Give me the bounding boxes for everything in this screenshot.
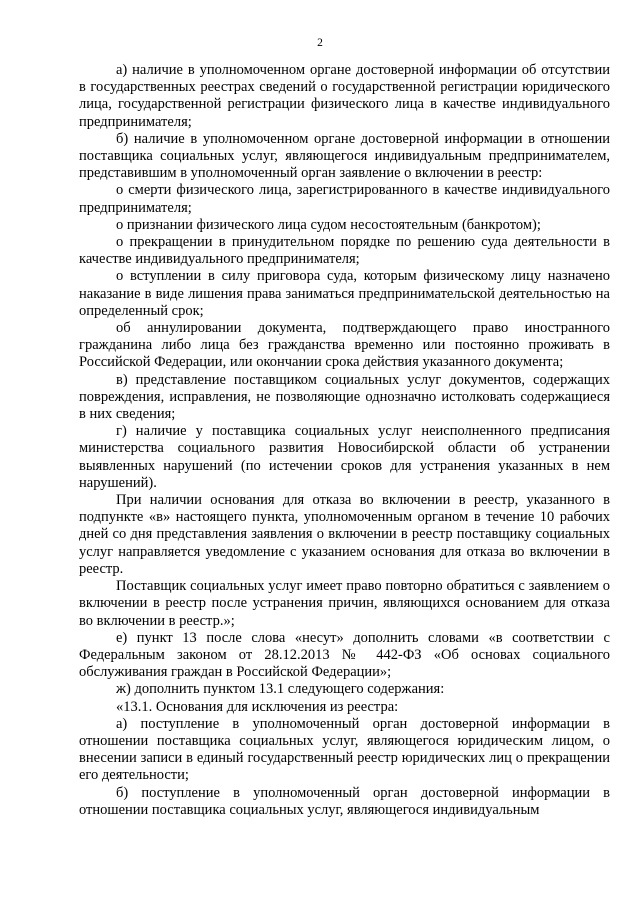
paragraph-b-entrepreneur-continued: б) поступление в уполномоченный орган достоверной информации в отношении поставщика социальных услуг, являющегося индивидуальным	[79, 784, 610, 818]
paragraph-refusal-notice: При наличии основания для отказа во включении в реестр, указанного в подпункте «в» настоящего пункта, уполномоченным органом в течение 10 рабочих дней со дня представления заявления о включении в реестр поставщику социальных услуг направляется уведомление с указанием основания для отказа во включении в реестр.	[79, 492, 610, 577]
document-body	[79, 62, 610, 819]
paragraph-a-legal-entity-termination: а) поступление в уполномоченный орган достоверной информации в отношении поставщика социальных услуг, являющегося юридическим лицом, о внесении записи в единый государственный реестр юридических лиц о прекращении его деятельности;	[79, 715, 610, 784]
paragraph-forced-termination: о прекращении в принудительном порядке по решению суда деятельности в качестве индивидуального предпринимателя;	[79, 234, 610, 268]
paragraph-e-amend-clause-13: е) пункт 13 после слова «несут» дополнить словами «в соответствии с Федеральным законом от 28.12.2013 № 442-ФЗ «Об основах социального обслуживания граждан в Российской Федерации»;	[79, 629, 610, 681]
paragraph-zh-add-clause-13-1: ж) дополнить пунктом 13.1 следующего содержания:	[116, 681, 445, 698]
paragraph-death: о смерти физического лица, зарегистрированного в качестве индивидуального предпринимателя;	[79, 182, 610, 216]
paragraph-reapply-right: Поставщик социальных услуг имеет право повторно обратиться с заявлением о включении в реестр после устранения причин, являющихся основанием для отказа во включении в реестр.»;	[79, 578, 610, 629]
paragraph-bankruptcy: о признании физического лица судом несостоятельным (банкротом);	[116, 216, 541, 233]
paragraph-a-no-registration-info: а) наличие в уполномоченном органе достоверной информации об отсутствии в государственных реестрах сведений о государственной регистрации юридического лица, государственной регистрации физического лица в качестве индивидуального предпринимателя;	[79, 62, 610, 130]
paragraph-residence-permit: об аннулировании документа, подтверждающего право иностранного гражданина либо лица без гражданства временно или постоянно проживать в Российской Федерации, или окончании срока действия указанного документа;	[79, 320, 610, 371]
paragraph-clause-13-1-heading: «13.1. Основания для исключения из реестра:	[116, 698, 399, 715]
paragraph-v-damaged-documents: в) представление поставщиком социальных услуг документов, содержащих повреждения, исправления, не позволяющие однозначно истолковать содержащиеся в них сведения;	[79, 371, 610, 423]
paragraph-g-unfulfilled-order: г) наличие у поставщика социальных услуг неисполненного предписания министерства социального развития Новосибирской области об устранении выявленных нарушений (по истечении сроков для устранения указанных в нем нарушений).	[79, 423, 610, 491]
page-number: 2	[317, 37, 323, 49]
paragraph-court-sentence: о вступлении в силу приговора суда, которым физическому лицу назначено наказание в виде лишения права заниматься предпринимательской деятельностью на определенный срок;	[79, 268, 610, 319]
paragraph-b-entrepreneur-info: б) наличие в уполномоченном органе достоверной информации в отношении поставщика социальных услуг, являющегося индивидуальным предпринимателем, представившим в уполномоченный орган заявление о включении в реестр:	[79, 130, 610, 182]
